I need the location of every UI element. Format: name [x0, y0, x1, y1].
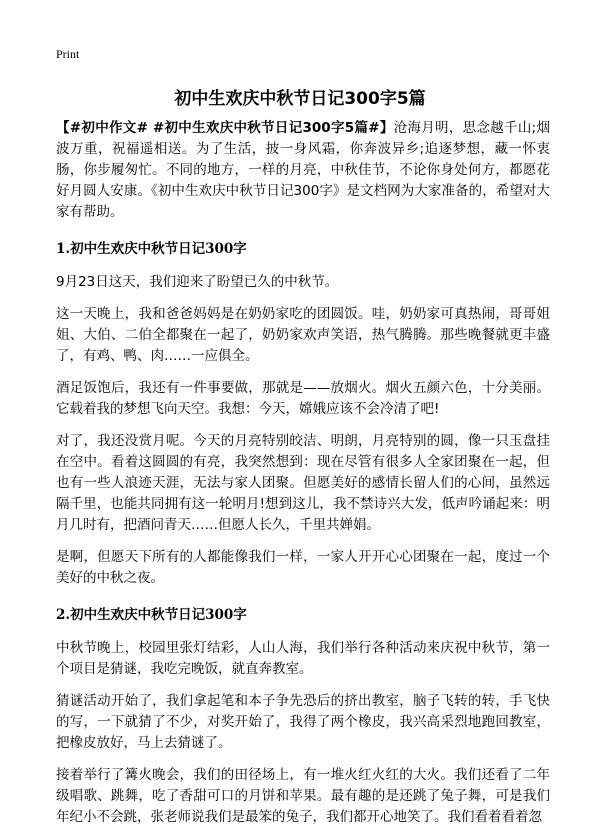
paragraph: 猜谜活动开始了，我们拿起笔和本子争先恐后的挤出教室，脑子飞转的转，手飞快的写，一下就猜了不少，对奖开始了，我得了两个橡皮，我兴高采烈地跑回教室，把橡皮放好，马上去猜谜了。	[56, 693, 550, 751]
section-heading: 1.初中生欢庆中秋节日记300字	[56, 241, 247, 257]
paragraph: 这一天晚上，我和爸爸妈妈是在奶奶家吃的团圆饭。哇，奶奶家可真热闹，哥哥姐姐、大伯、二伯全都聚在一起了，奶奶家欢声笑语，热气腾腾。那些晚餐就更丰盛了，有鸡、鸭、肉……一应俱全。	[56, 306, 550, 364]
page-title: 初中生欢庆中秋节日记300字5篇	[174, 89, 426, 109]
paragraph: 9月23日这天，我们迎来了盼望已久的中秋节。	[56, 274, 339, 290]
intro-paragraph	[56, 118, 550, 223]
paragraph: 接着举行了篝火晚会，我们的田径场上，有一堆火红火红的大火。我们还看了二年级唱歌、跳舞，吃了香甜可口的月饼和苹果。最有趣的是还跳了兔子舞，可是我们年纪小不会跳，张老师说我们是最笨的兔子，我们都开心地笑了。我们看着看着忽	[56, 767, 550, 825]
intro-tags: 【#初中作文# #初中生欢庆中秋节日记300字5篇#】	[56, 120, 394, 136]
print-link[interactable]: Print	[56, 47, 80, 61]
paragraph: 酒足饭饱后，我还有一件事要做，那就是——放烟火。烟火五颜六色，十分美丽。它载着我的梦想飞向天空。我想：今天，嫦娥应该不会冷清了吧!	[56, 380, 550, 417]
section-heading: 2.初中生欢庆中秋节日记300字	[56, 607, 247, 623]
paragraph: 对了，我还没赏月呢。今天的月亮特别皎洁、明朗，月亮特别的圆，像一只玉盘挂在空中。看着这圆圆的有亮，我突然想到：现在尽管有很多人全家团聚在一起，但也有一些人浪迹天涯，无法与家人团聚。但愿美好的感情长留人们的心间，虽然远隔千里，也能共同拥有这一轮明月!想到这儿，我不禁诗兴大发，低声吟诵起来：明月几时有，把酒问青天……但愿人长久，千里共婵娟。	[56, 433, 550, 533]
intro-text: 沧海月明，思念越千山;烟波万重，祝福遥相送。为了生活，披一身风霜，你奔波异乡;追逐梦想，藏一怀衷肠，你步履匆忙。不同的地方，一样的月亮，中秋佳节，不论你身处何方，都愿花好月圆人安康。《初中生欢庆中秋节日记300字》是文档网为大家准备的，希望对大家有帮助。	[56, 120, 550, 220]
article-body	[56, 118, 550, 839]
paragraph: 是啊，但愿天下所有的人都能像我们一样，一家人开开心心团聚在一起，度过一个美好的中秋之夜。	[56, 549, 550, 586]
paragraph: 中秋节晚上，校园里张灯结彩，人山人海，我们举行各种活动来庆祝中秋节，第一个项目是猜谜，我吃完晚饭，就直奔教室。	[56, 640, 550, 677]
